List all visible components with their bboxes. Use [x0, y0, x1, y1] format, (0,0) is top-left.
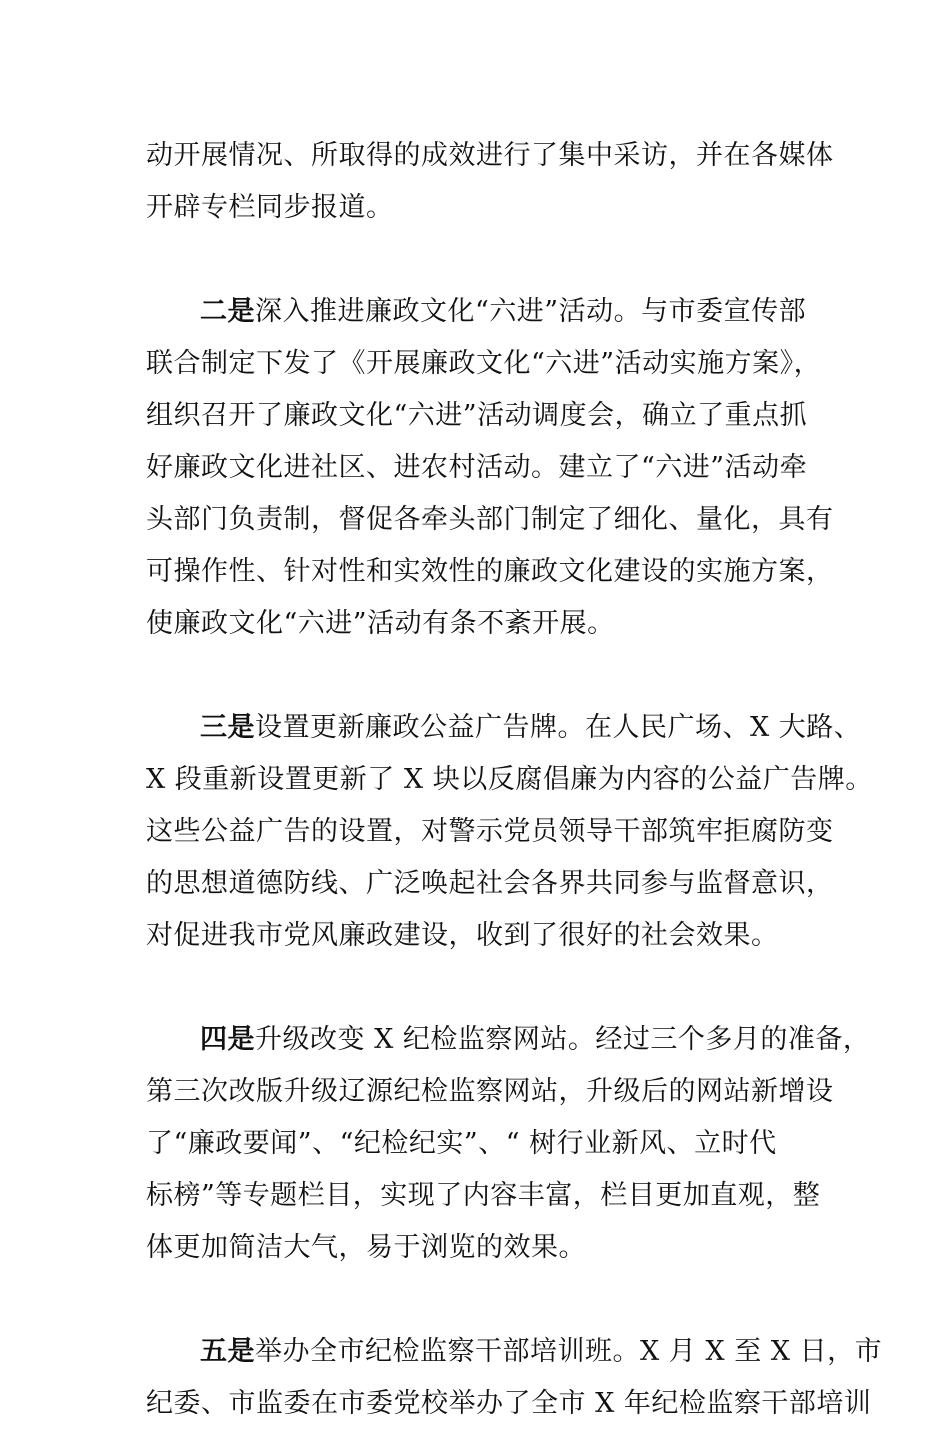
text-line: 可操作性、针对性和实效性的廉政文化建设的实施方案，: [146, 556, 834, 587]
text-line: [146, 1326, 883, 1378]
text-line: 第三次改版升级辽源纪检监察网站，升级后的网站新增设: [146, 1076, 834, 1107]
paragraph-four: [146, 1014, 871, 1274]
text-line: 联合制定下发了《开展廉政文化“六进”活动实施方案》，: [146, 348, 822, 379]
text-line: 的思想道德防线、广泛唤起社会各界共同参与监督意识，: [146, 868, 834, 899]
text-line: 了“廉政要闻”、“纪检纪实”、“ 树行业新风、立时代: [146, 1128, 777, 1159]
document-page: [146, 130, 883, 1430]
paragraph-lead: 四是: [200, 1024, 255, 1055]
text-line: 动开展情况、所取得的成效进行了集中采访，并在各媒体: [146, 140, 834, 171]
text-line: 纪委、市监委在市委党校举办了全市 X 年纪检监察干部培训: [146, 1388, 872, 1419]
text-line: [146, 286, 806, 338]
text-line: 开辟专栏同步报道。: [146, 192, 394, 223]
paragraph-lead: 二是: [200, 296, 255, 327]
text-line: 好廉政文化进社区、进农村活动。建立了“六进”活动牵: [146, 452, 808, 483]
text-line: 体更加简洁大气，易于浏览的效果。: [146, 1232, 586, 1263]
text-line: 对促进我市党风廉政建设，收到了很好的社会效果。: [146, 920, 779, 951]
text-line: 组织召开了廉政文化“六进”活动调度会，确立了重点抓: [146, 400, 808, 431]
paragraph-two: [146, 286, 834, 650]
text-line: 这些公益广告的设置，对警示党员领导干部筑牢拒腐防变: [146, 816, 834, 847]
line-text: 设置更新廉政公益广告牌。在人民广场、X 大路、: [255, 712, 862, 743]
paragraph-lead: 三是: [200, 712, 255, 743]
text-line: 头部门负责制，督促各牵头部门制定了细化、量化，具有: [146, 504, 834, 535]
text-line: X 段重新设置更新了 X 块以反腐倡廉为内容的公益广告牌。: [146, 764, 873, 795]
paragraph-three: [146, 702, 873, 962]
text-line: [146, 1014, 871, 1066]
text-line: [146, 702, 862, 754]
line-text: 升级改变 X 纪检监察网站。经过三个多月的准备，: [255, 1024, 871, 1055]
paragraph-five: [146, 1326, 883, 1430]
paragraph-lead: 五是: [200, 1336, 255, 1367]
line-text: 深入推进廉政文化“六进”活动。与市委宣传部: [255, 296, 807, 327]
text-line: 标榜”等专题栏目，实现了内容丰富，栏目更加直观，整: [146, 1180, 821, 1211]
text-line: 使廉政文化“六进”活动有条不紊开展。: [146, 608, 615, 639]
paragraph-intro: [146, 130, 834, 234]
line-text: 举办全市纪检监察干部培训班。X 月 X 至 X 日，市: [255, 1336, 883, 1367]
